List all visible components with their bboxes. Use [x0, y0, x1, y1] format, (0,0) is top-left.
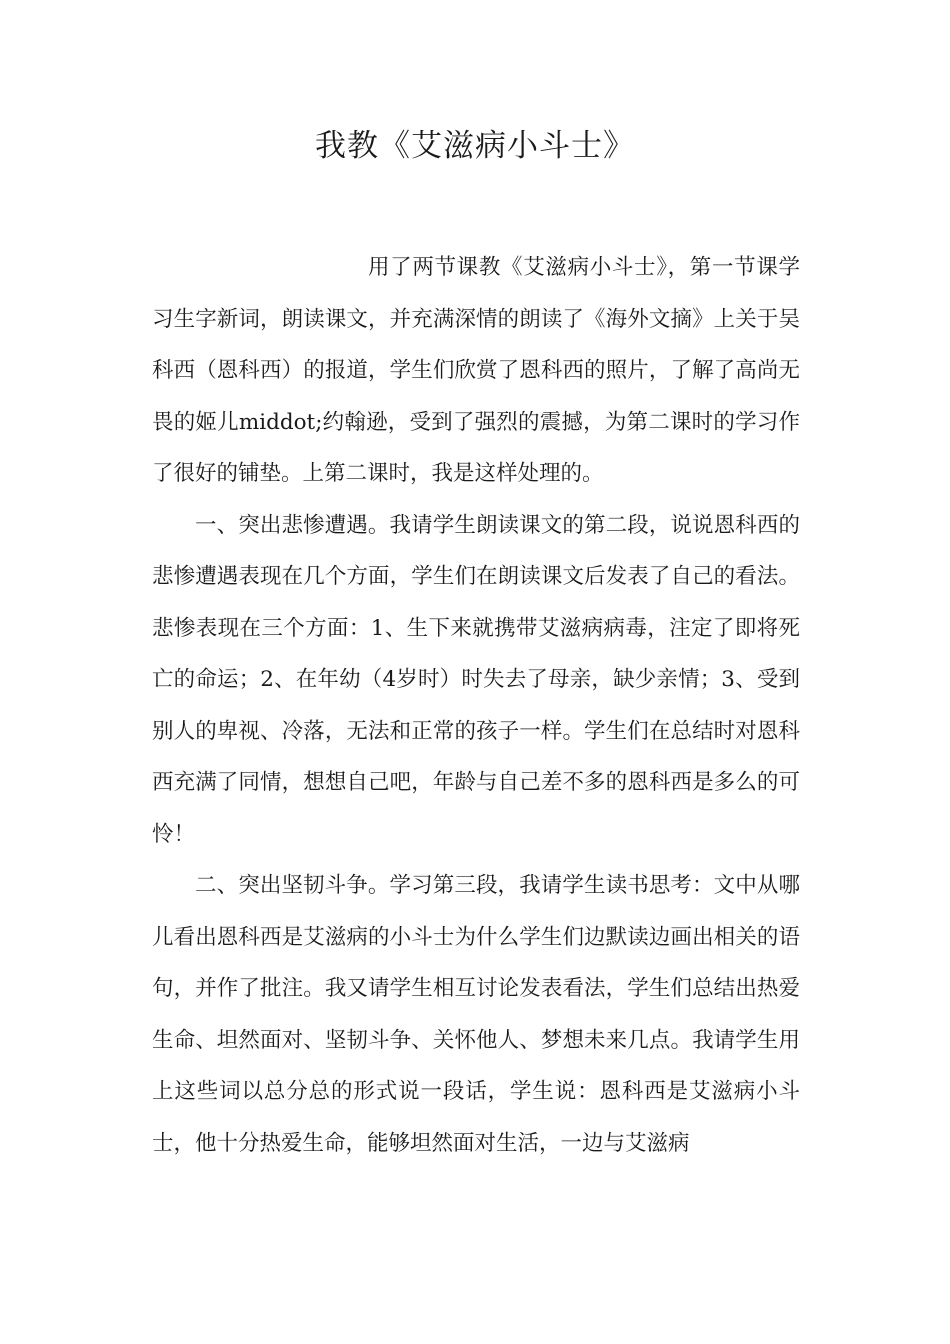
paragraph-section-two: 二、突出坚韧斗争。学习第三段，我请学生读书思考：文中从哪儿看出恩科西是艾滋病的小斗士为什么学生们边默读边画出相关的语句，并作了批注。我又请学生相互讨论发表看法，学生们总结出热爱生命、坦然面对、坚韧斗争、关怀他人、梦想未来几点。我请学生用上这些词以总分总的形式说一段话，学生说：恩科西是艾滋病小斗士，他十分热爱生命，能够坦然面对生活，一边与艾滋病 [152, 873, 800, 1156]
paragraph-section-one: 一、突出悲惨遭遇。我请学生朗读课文的第二段，说说恩科西的悲惨遭遇表现在几个方面，学生们在朗读课文后发表了自己的看法。悲惨表现在三个方面：1、生下来就携带艾滋病病毒，注定了即将死亡的命运；2、在年幼（4岁时）时失去了母亲，缺少亲情；3、受到别人的卑视、冷落，无法和正常的孩子一样。学生们在总结时对恩科西充满了同情，想想自己吧，年龄与自己差不多的恩科西是多么的可怜！ [152, 512, 800, 847]
document-title: 我教《艾滋病小斗士》 [315, 128, 635, 164]
document-body [152, 242, 800, 1169]
paragraph-intro: 用了两节课教《艾滋病小斗士》，第一节课学习生字新词，朗读课文，并充满深情的朗读了《海外文摘》上关于吴科西（恩科西）的报道，学生们欣赏了恩科西的照片，了解了高尚无畏的姬儿middot;约翰逊，受到了强烈的震撼，为第二课时的学习作了很好的铺垫。上第二课时，我是这样处理的。 [152, 255, 800, 486]
